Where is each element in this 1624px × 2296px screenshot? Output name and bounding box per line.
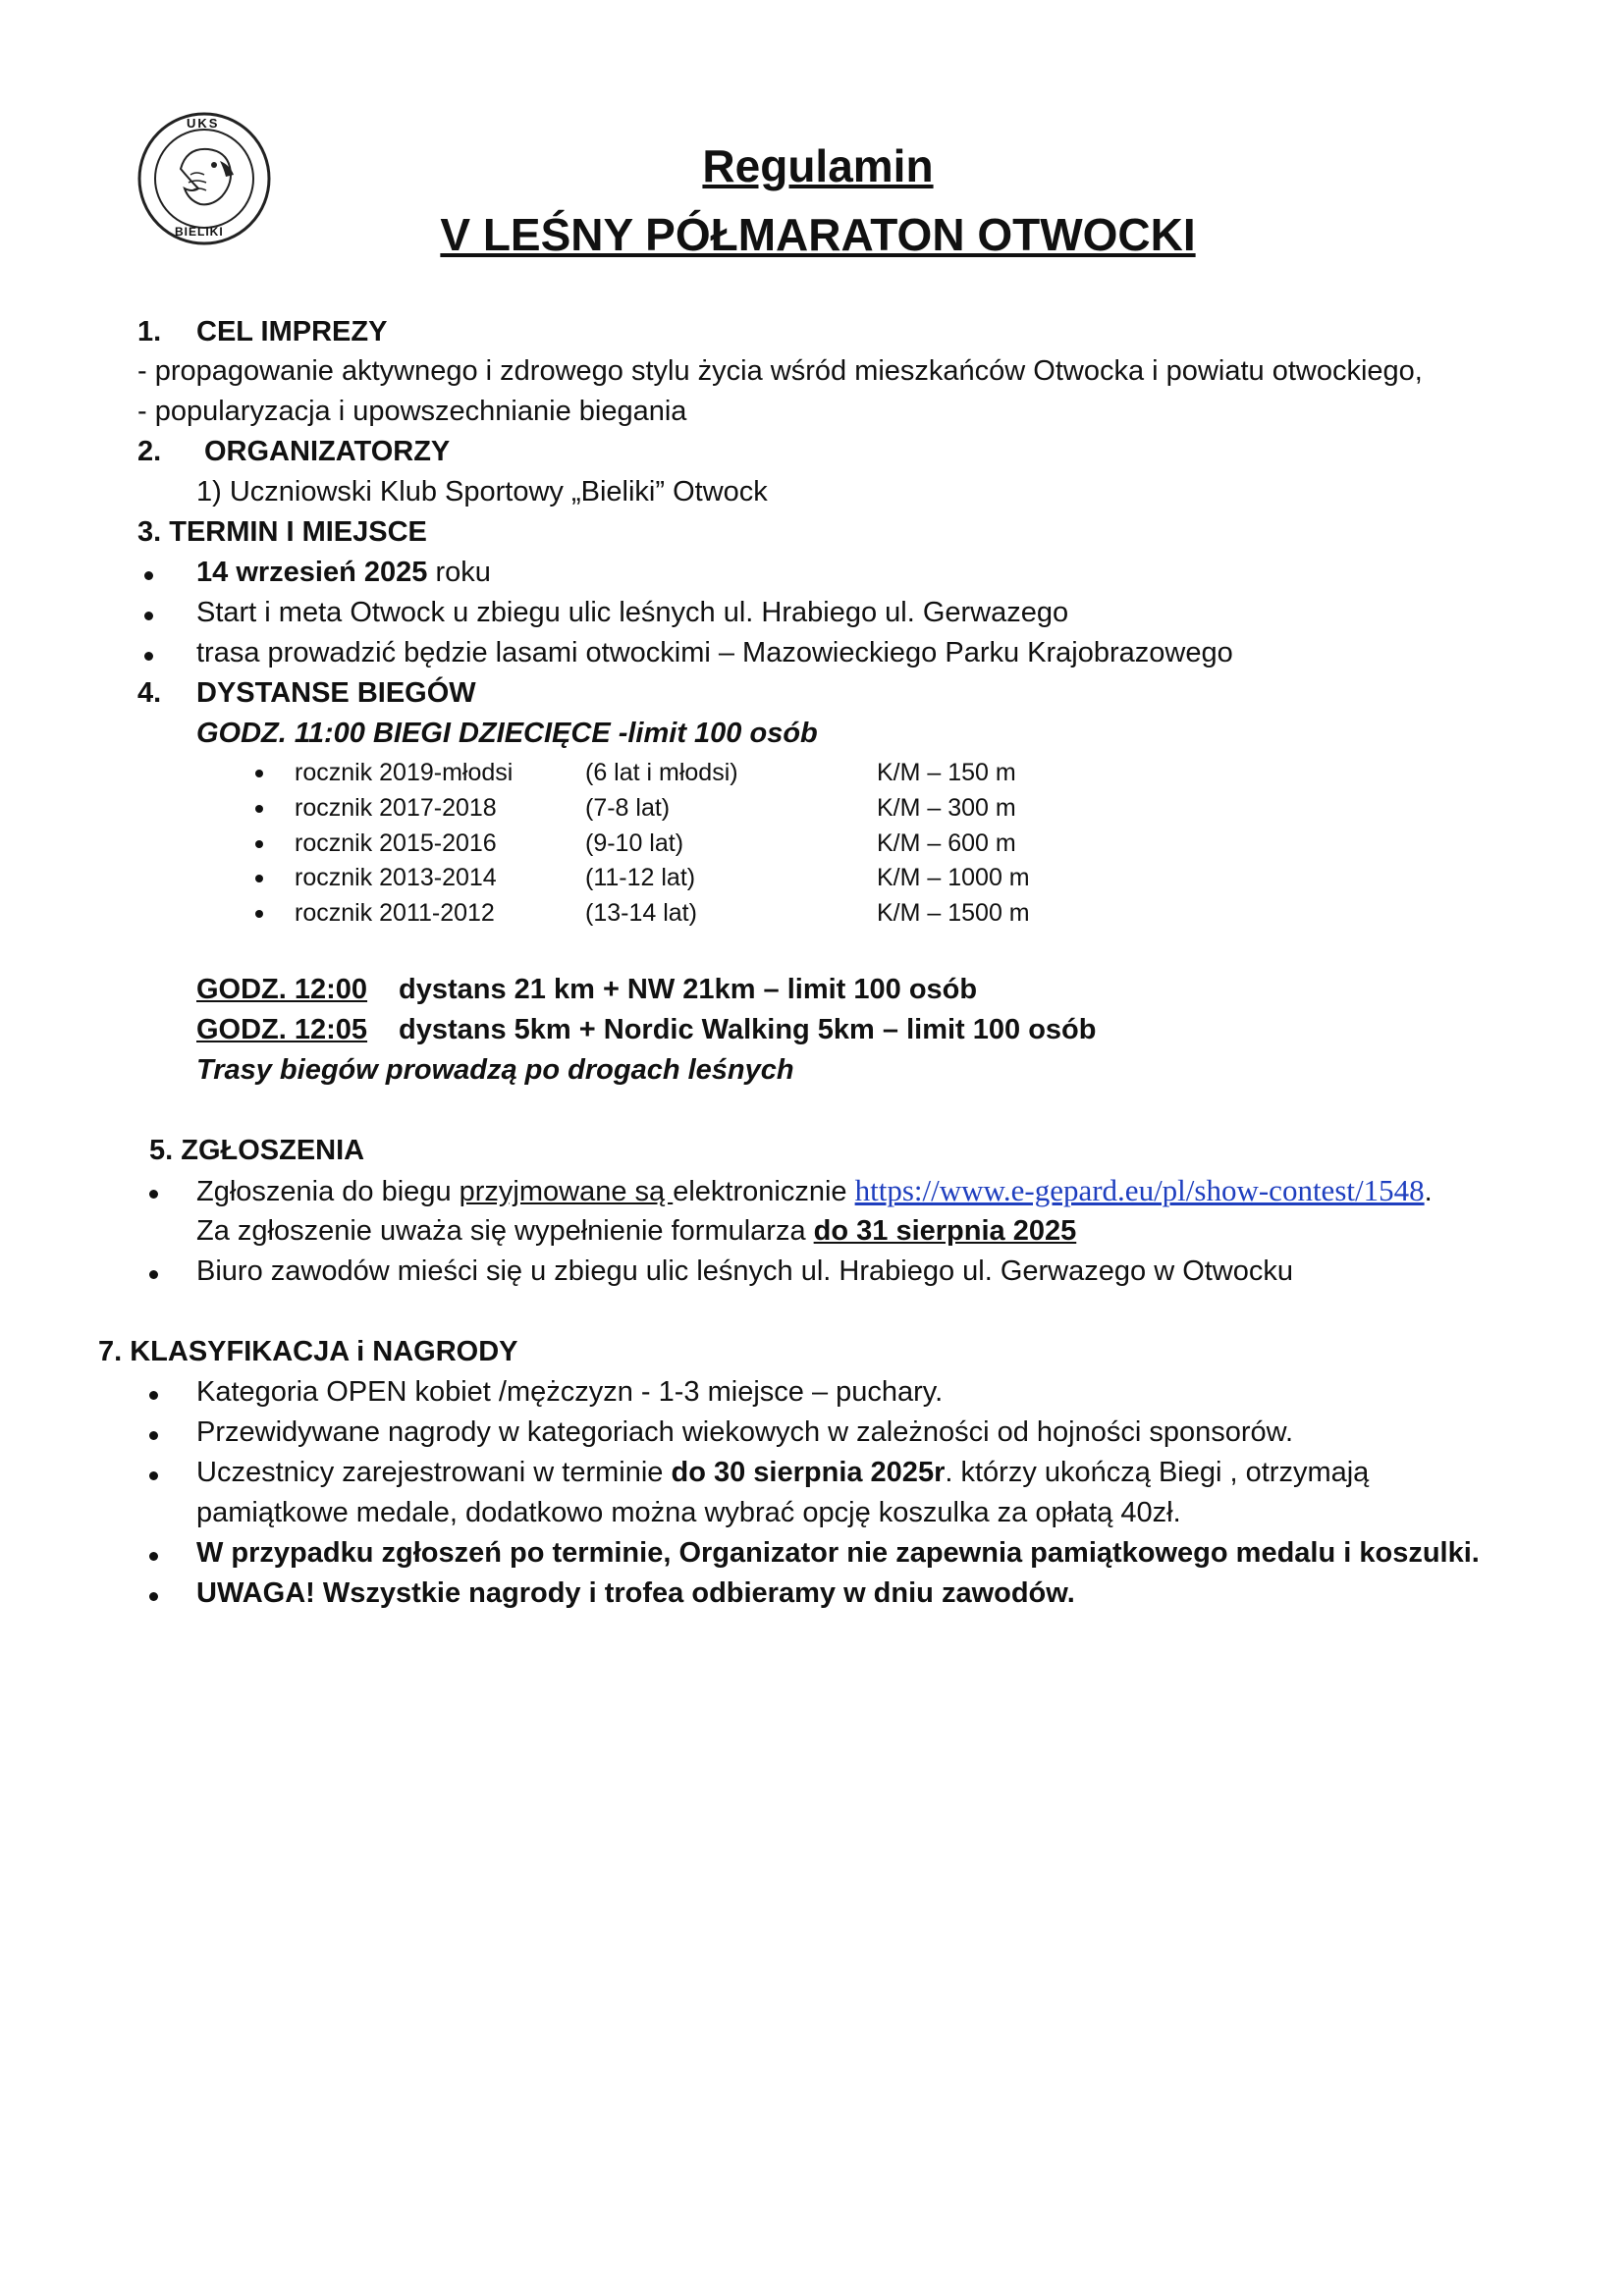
section-3-start: Start i meta Otwock u zbiegu ulic leśnych ul. Hrabiego ul. Gerwazego <box>196 597 1069 628</box>
section-5-heading: 5. ZGŁOSZENIA <box>149 1135 365 1166</box>
registration-line-2 <box>196 1213 1076 1249</box>
kids-year: rocznik 2011-2012 <box>295 899 495 927</box>
bullet-dot <box>255 910 263 918</box>
awards-pickup-note: UWAGA! Wszystkie nagrody i trofea odbieramy w dniu zawodów. <box>196 1577 1075 1609</box>
registration-text-2: elektronicznie <box>673 1176 855 1207</box>
kids-distance: K/M – 1500 m <box>877 899 1030 927</box>
award-medals-line-1 <box>196 1455 1369 1490</box>
registration-deadline: do 31 sierpnia 2025 <box>813 1215 1077 1247</box>
section-3-date <box>196 555 491 590</box>
race-office-location: Biuro zawodów mieści się u zbiegu ulic leśnych ul. Hrabiego ul. Gerwazego w Otwocku <box>196 1255 1294 1287</box>
bullet-dot <box>149 1471 158 1480</box>
logo-bottom-text: BIELIKI <box>175 225 224 239</box>
kids-age: (7-8 lat) <box>585 794 671 822</box>
award-medals-line-2: pamiątkowe medale, dodatkowo można wybrać opcję koszulka za opłatą 40zł. <box>196 1497 1181 1528</box>
route-note: Trasy biegów prowadzą po drogach leśnych <box>196 1054 794 1086</box>
bullet-dot <box>149 1592 158 1601</box>
late-registration-note: W przypadku zgłoszeń po terminie, Organizator nie zapewnia pamiątkowego medalu i koszulki. <box>196 1537 1480 1569</box>
bullet-dot <box>149 1431 158 1440</box>
section-3-heading: 3. TERMIN I MIEJSCE <box>137 516 427 548</box>
bullet-dot <box>144 652 153 661</box>
kids-age: (13-14 lat) <box>585 899 697 927</box>
kids-age: (11-12 lat) <box>585 864 696 891</box>
run-1-time: GODZ. 12:00 <box>196 974 368 1005</box>
section-2-heading: ORGANIZATORZY <box>204 436 451 467</box>
page-title: Regulamin <box>702 140 934 191</box>
section-2-item: 1) Uczniowski Klub Sportowy „Bieliki” Otwock <box>196 476 768 507</box>
registration-text: Zgłoszenia do biegu <box>196 1176 460 1207</box>
section-1-heading: CEL IMPREZY <box>196 316 388 347</box>
registration-deadline-text: Za zgłoszenie uważa się wypełnienie formularza <box>196 1215 814 1247</box>
kids-age: (9-10 lat) <box>585 829 684 857</box>
kids-year: rocznik 2013-2014 <box>295 864 497 891</box>
kids-runs-header: GODZ. 11:00 BIEGI DZIECIĘCE -limit 100 osób <box>196 718 818 749</box>
bullet-dot <box>149 1270 158 1279</box>
registration-underlined-text: przyjmowane są <box>459 1176 674 1207</box>
run-1-description: dystans 21 km + NW 21km – limit 100 osób <box>399 974 978 1005</box>
bullet-dot <box>149 1190 158 1199</box>
bullet-dot <box>255 875 263 882</box>
kids-distance: K/M – 300 m <box>877 794 1016 822</box>
kids-year: rocznik 2019-młodsi <box>295 759 514 786</box>
event-date: 14 wrzesień 2025 <box>196 557 428 588</box>
kids-age: (6 lat i młodsi) <box>585 759 738 786</box>
section-1-number: 1. <box>137 316 162 347</box>
registration-line-1 <box>196 1173 1433 1209</box>
section-7-heading: 7. KLASYFIKACJA i NAGRODY <box>98 1336 518 1367</box>
logo-top-text: UKS <box>187 116 220 131</box>
bullet-dot <box>255 840 263 848</box>
section-2-number: 2. <box>137 436 162 467</box>
bullet-dot <box>144 571 153 580</box>
section-4-heading: DYSTANSE BIEGÓW <box>196 677 476 709</box>
registration-link[interactable]: https://www.e-gepard.eu/pl/show-contest/1548 <box>854 1173 1425 1207</box>
medals-text: Uczestnicy zarejestrowani w terminie <box>196 1457 672 1488</box>
kids-distance: K/M – 600 m <box>877 829 1016 857</box>
event-date-suffix: roku <box>427 557 491 588</box>
kids-year: rocznik 2015-2016 <box>295 829 497 857</box>
award-open-category: Kategoria OPEN kobiet /mężczyzn - 1-3 miejsce – puchary. <box>196 1376 944 1408</box>
bullet-dot <box>255 805 263 813</box>
section-3-route: trasa prowadzić będzie lasami otwockimi – Mazowieckiego Parku Krajobrazowego <box>196 637 1233 668</box>
kids-year: rocznik 2017-2018 <box>295 794 497 822</box>
medals-text-2: . którzy ukończą Biegi , otrzymają <box>945 1457 1370 1488</box>
section-1-line-1: - propagowanie aktywnego i zdrowego stylu życia wśród mieszkańców Otwocka i powiatu otwockiego, <box>137 355 1423 387</box>
bullet-dot <box>144 612 153 620</box>
run-2-time: GODZ. 12:05 <box>196 1014 368 1045</box>
section-1-line-2: - popularyzacja i upowszechnianie biegania <box>137 396 687 427</box>
section-4-number: 4. <box>137 677 162 709</box>
page-subtitle: V LEŚNY PÓŁMARATON OTWOCKI <box>440 209 1196 260</box>
run-2-description: dystans 5km + Nordic Walking 5km – limit 100 osób <box>399 1014 1097 1045</box>
registration-period: . <box>1424 1176 1433 1207</box>
kids-distance: K/M – 1000 m <box>877 864 1030 891</box>
medals-deadline: do 30 sierpnia 2025r <box>671 1457 946 1488</box>
award-age-categories: Przewidywane nagrody w kategoriach wiekowych w zależności od hojności sponsorów. <box>196 1416 1294 1448</box>
bullet-dot <box>149 1552 158 1561</box>
bullet-dot <box>149 1391 158 1400</box>
kids-distance: K/M – 150 m <box>877 759 1016 786</box>
bullet-dot <box>255 770 263 777</box>
